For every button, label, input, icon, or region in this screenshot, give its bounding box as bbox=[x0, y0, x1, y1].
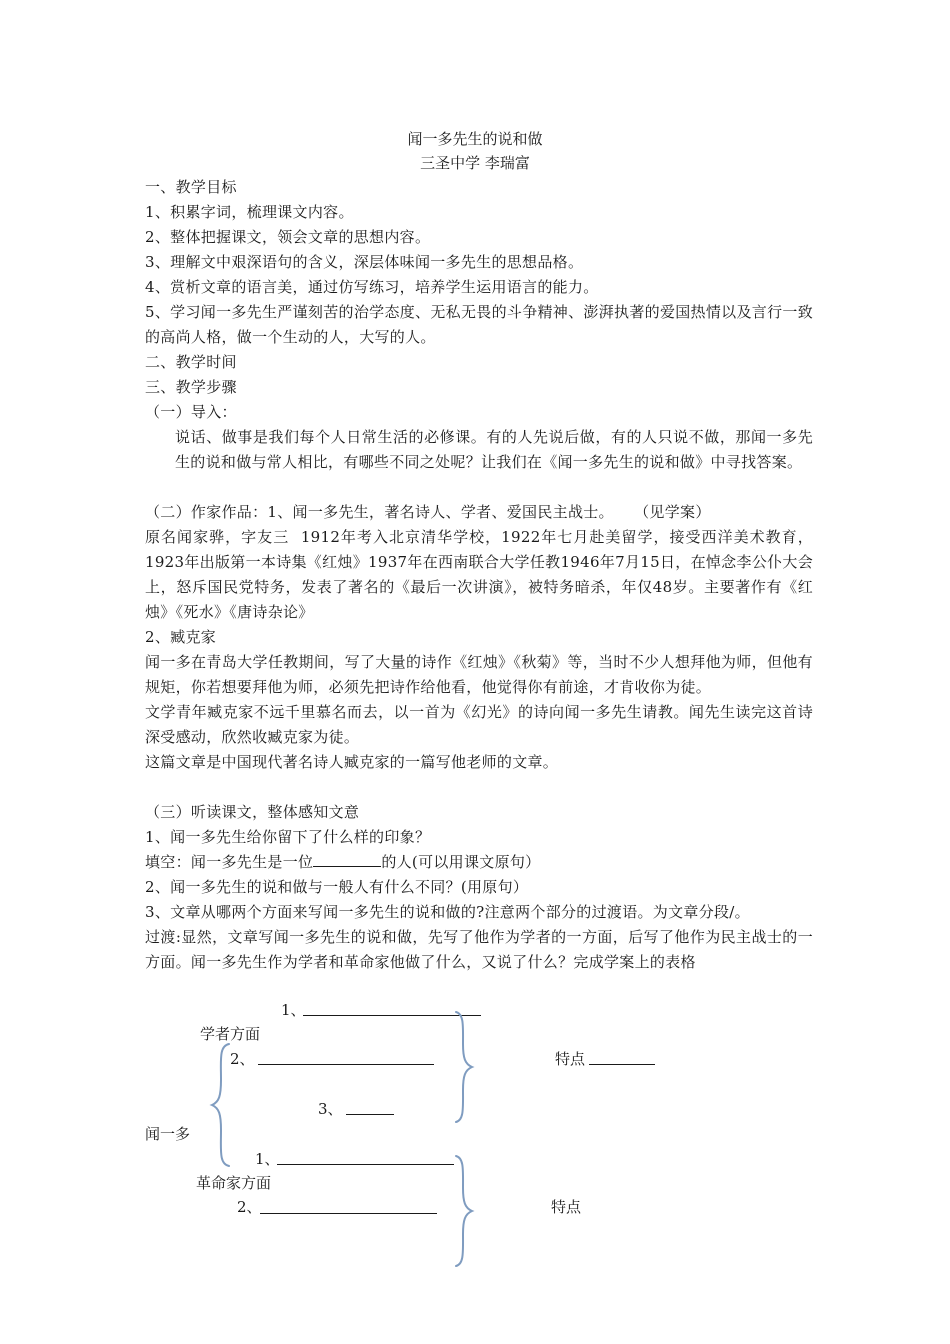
document-author: 三圣中学 李瑞富 bbox=[420, 154, 530, 172]
objective-item: 4、赏析文章的语言美，通过仿写练习，培养学生运用语言的能力。 bbox=[145, 278, 599, 296]
scholar-label: 学者方面 bbox=[200, 1025, 261, 1043]
left-brace-icon bbox=[205, 1040, 235, 1170]
zang-paragraph-2: 文学青年臧克家不远千里慕名而去，以一首为《幻光》的诗向闻一多先生请教。闻先生读完这首诗深受感动，欣然收臧克家为徒。 bbox=[145, 703, 813, 746]
spacer bbox=[145, 775, 813, 800]
document-body bbox=[145, 175, 813, 975]
subheading-intro: （一）导入： bbox=[145, 403, 237, 421]
fill-in-blank bbox=[145, 850, 813, 875]
revolutionary-label: 革命家方面 bbox=[196, 1174, 272, 1192]
scholar-item-2-label: 2、 bbox=[230, 1050, 255, 1068]
question-3: 3、文章从哪两个方面来写闻一多先生的说和做的?注意两个部分的过渡语。为文章分段/。 bbox=[145, 903, 750, 921]
subheading-author-works: （二）作家作品：1、闻一多先生，著名诗人、学者、爱国民主战士。 （见学案） bbox=[145, 503, 711, 521]
objective-item: 1、积累字词，梳理课文内容。 bbox=[145, 203, 354, 221]
intro-paragraph: 说话、做事是我们每个人日常生活的必修课。有的人先说后做，有的人只说不做，那闻一多先生的说和做与常人相比，有哪些不同之处呢？让我们在《闻一多先生的说和做》中寻找答案。 bbox=[175, 428, 813, 471]
scholar-item-1-label: 1、 bbox=[281, 1001, 306, 1019]
fill-in-prefix: 填空：闻一多先生是一位 bbox=[145, 853, 314, 871]
diagram-root-label: 闻一多 bbox=[145, 1125, 191, 1143]
zang-paragraph-1: 闻一多在青岛大学任教期间，写了大量的诗作《红烛》《秋菊》等，当时不少人想拜他为师，但他有规矩，你若想要拜他为师，必须先把诗作给他看，他觉得你有前途，才肯收你为徒。 bbox=[145, 653, 813, 696]
objective-item: 5、学习闻一多先生严谨刻苦的治学态度、无私无畏的斗争精神、澎湃执著的爱国热情以及言行一致的高尚人格，做一个生动的人，大写的人。 bbox=[145, 303, 813, 346]
spacer bbox=[145, 475, 813, 500]
section-heading-steps: 三、教学步骤 bbox=[145, 378, 237, 396]
scholar-item-1-blank[interactable] bbox=[303, 1015, 481, 1016]
objective-item: 2、整体把握课文，领会文章的思想内容。 bbox=[145, 228, 431, 246]
scholar-item-3-label: 3、 bbox=[318, 1100, 343, 1118]
author-bio-paragraph: 原名闻家骅，字友三 1912年考入北京清华学校，1922年七月赴美留学，接受西洋美术教育，1923年出版第一本诗集《红烛》1937年在西南联合大学任教1946年7月15日，在悼念李公仆大会上，怒斥国民党特务，发表了著名的《最后一次讲演》，被特务暗杀，年仅48岁。主要著作有《红烛》《死水》《唐诗杂论》 bbox=[145, 528, 813, 621]
objective-item: 3、理解文中艰深语句的含义，深层体味闻一多先生的思想品格。 bbox=[145, 253, 584, 271]
section-heading-objectives: 一、教学目标 bbox=[145, 178, 237, 196]
revolutionary-item-1-label: 1、 bbox=[255, 1150, 280, 1168]
revolutionary-item-2-label: 2、 bbox=[237, 1198, 262, 1216]
right-brace-scholar-icon bbox=[450, 1008, 480, 1126]
document-title: 闻一多先生的说和做 bbox=[407, 130, 543, 148]
scholar-item-2-blank[interactable] bbox=[258, 1064, 434, 1065]
section-heading-time: 二、教学时间 bbox=[145, 353, 237, 371]
revolutionary-trait-label: 特点 bbox=[551, 1198, 582, 1216]
fill-in-blank-line[interactable] bbox=[313, 850, 381, 867]
scholar-item-3-blank[interactable] bbox=[346, 1114, 394, 1115]
right-brace-revolutionary-icon bbox=[450, 1152, 480, 1270]
question-1: 1、闻一多先生给你留下了什么样的印象？ bbox=[145, 828, 431, 846]
subheading-reading: （三）听读课文，整体感知文意 bbox=[145, 803, 360, 821]
scholar-trait-label: 特点 bbox=[555, 1050, 586, 1068]
question-2: 2、闻一多先生的说和做与一般人有什么不同？(用原句） bbox=[145, 878, 529, 896]
revolutionary-item-1-blank[interactable] bbox=[277, 1164, 454, 1165]
subheading-zang-kejia: 2、臧克家 bbox=[145, 628, 217, 646]
fill-in-suffix: 的人(可以用课文原句） bbox=[381, 853, 541, 871]
revolutionary-item-2-blank[interactable] bbox=[260, 1213, 437, 1214]
zang-paragraph-3: 这篇文章是中国现代著名诗人臧克家的一篇写他老师的文章。 bbox=[145, 753, 559, 771]
transition-paragraph: 过渡:显然，文章写闻一多先生的说和做，先写了他作为学者的一方面，后写了他作为民主战士的一方面。闻一多先生作为学者和革命家他做了什么，又说了什么？完成学案上的表格 bbox=[145, 928, 813, 971]
scholar-trait-blank[interactable] bbox=[589, 1064, 655, 1065]
